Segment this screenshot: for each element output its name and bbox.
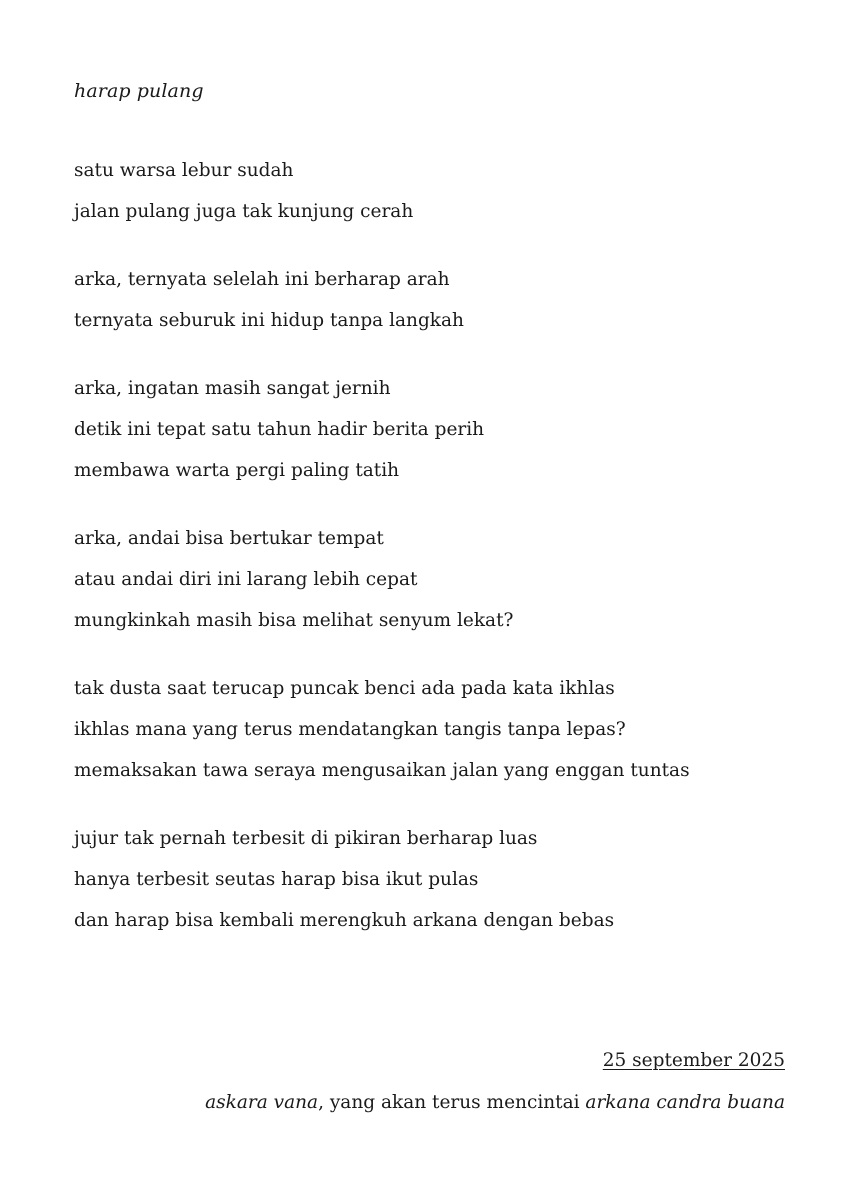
poem-line: ternyata seburuk ini hidup tanpa langkah [74,310,464,331]
stanza-2 [74,266,794,335]
poem-line: membawa warta pergi paling tatih [74,460,400,481]
poem-line: mungkinkah masih bisa melihat senyum lekat? [74,610,514,631]
stanza-5 [74,675,794,785]
poem-line: memaksakan tawa seraya mengusaikan jalan yang enggan tuntas [74,760,690,781]
poem-line: atau andai diri ini larang lebih cepat [74,569,418,590]
signature-line [205,1089,785,1117]
poem-body [74,157,794,935]
stanza-3 [74,375,794,485]
poem-line: detik ini tepat satu tahun hadir berita perih [74,419,485,440]
poem-line: ikhlas mana yang terus mendatangkan tangis tanpa lepas? [74,719,626,740]
stanza-6 [74,825,794,935]
poem-line: dan harap bisa kembali merengkuh arkana dengan bebas [74,910,615,931]
poem-title: harap pulang [74,80,204,102]
dedicatee-name: arkana candra buana [585,1092,785,1113]
dedication-text: , yang akan terus mencintai [318,1092,586,1113]
stanza-4 [74,525,794,635]
poem-line: tak dusta saat terucap puncak benci ada pada kata ikhlas [74,678,615,699]
author-name: askara vana [205,1092,319,1113]
poem-line: arka, ingatan masih sangat jernih [74,378,391,399]
poem-date: 25 september 2025 [602,1050,785,1071]
poem-line: jalan pulang juga tak kunjung cerah [74,201,414,222]
poem-line: arka, ternyata selelah ini berharap arah [74,269,450,290]
poem-line: satu warsa lebur sudah [74,160,294,181]
poem-line: jujur tak pernah terbesit di pikiran berharap luas [74,828,538,849]
stanza-1 [74,157,794,226]
poem-line: hanya terbesit seutas harap bisa ikut pulas [74,869,479,890]
poem-line: arka, andai bisa bertukar tempat [74,528,384,549]
